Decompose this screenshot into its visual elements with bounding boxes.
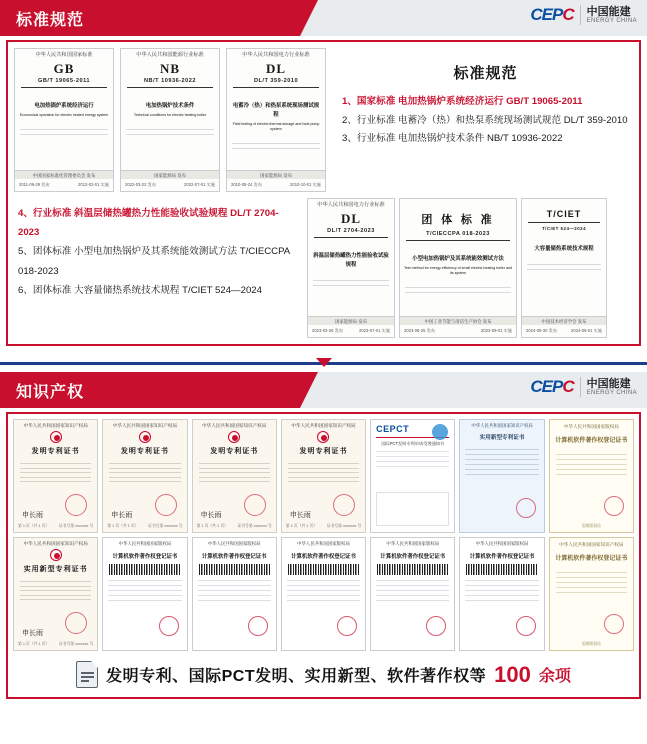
divider [314,237,388,238]
standard-footer-band [522,316,606,325]
section-divider [0,358,647,368]
national-emblem-icon [317,431,329,443]
certificate-number: 证书号第 xxxxxxx 号 [58,642,94,646]
standard-effective-date: 2012-02-01 实施 [78,182,109,187]
certificate-title: 计算机软件著作权登记证书 [112,553,178,560]
standard-footer-band [121,170,219,179]
standard-issue-date: 2011-09-29 发布 [19,182,50,187]
standards-cards-bottom [307,198,633,338]
standard-publisher: 中国技术经济学会 发布 [541,319,587,324]
certificate-title: 计算机软件著作权登记证书 [469,553,535,560]
certificate-issuer: 中华人民共和国国家知识产权局 [471,423,533,428]
divider [21,87,107,88]
red-seal-icon [65,494,87,516]
certificate-page: 第 1 页（共 1 页） [107,524,139,528]
red-seal-icon [426,616,446,636]
red-seal-icon [604,496,624,516]
standard-dates [19,182,109,188]
divider [528,222,600,223]
certificate-title: 计算机软件著作权登记证书 [201,553,267,560]
standard-issue-date: 2010-05-24 发布 [231,182,262,187]
barcode-icon [109,564,180,575]
red-seal-icon [516,498,536,518]
certificate-page: 第 1 页（共 1 页） [285,524,318,528]
standard-issuer: 中华人民共和国国家标准 [35,52,93,58]
ip-summary [13,651,634,692]
text-lines [108,580,181,601]
national-emblem-icon [139,431,151,443]
section-ip-header [0,372,647,408]
standard-issuer: 中华人民共和国能源行业标准 [136,52,204,58]
standard-name: 电加热锅炉技术条件 [145,103,195,110]
text-lines [287,580,360,601]
certificate-title: 实用新型专利证书 [479,434,525,441]
certificate-issuer: 中华人民共和国国家版权局 [386,541,440,546]
standard-badge: 团 体 标 准 [421,214,495,226]
text-lines [313,280,389,286]
certificate-card [459,419,544,533]
text-lines [288,463,359,482]
certificate-title: 发明专利证书 [299,447,348,455]
ip-panel [6,412,641,699]
software-copyright-card [281,537,366,651]
certificate-issuer: 中华人民共和国国家版权局 [563,424,619,429]
text-lines [376,580,449,601]
red-seal-icon [244,494,266,516]
standard-code: T/CIECCPA 018-2023 [426,231,490,237]
standard-code: DL/T 359-2010 [253,78,299,85]
standard-name: 电加热锅炉系统经济运行 [34,103,94,110]
standards-text-block-bottom [14,198,299,338]
certificate-publisher: 国家版权局 [581,524,601,528]
section-standards-title: 标准规范 [16,12,85,29]
divider [127,87,213,88]
logo-company-en: ENERGY CHINA [586,390,637,397]
divider [406,240,510,241]
standard-dates [125,182,215,188]
logo-company-cn: 中国能建 [586,5,631,18]
standards-panel [6,40,641,346]
logo-company-cn: 中国能建 [586,377,631,390]
standard-code: NB/T 10936-2022 [144,78,196,85]
certificate-signature: 申长雨 [289,511,311,519]
standard-item: 5、团体标准 小型电加热锅炉及其系统能效测试方法 T/CIECCPA 018-2023 [18,246,290,277]
certificate-footer [107,524,182,529]
certificate-title: 计算机软件著作权登记证书 [555,437,628,444]
barcode-icon [377,564,448,575]
certificate-footer [18,642,93,647]
certificate-issuer: 中华人民共和国国家版权局 [207,541,261,546]
text-lines [20,581,91,600]
logo-mark-icon: CEPC [530,377,574,396]
certificate-number: 证书号第 xxxxxxx 号 [148,524,183,528]
standard-issuer: 中华人民共和国电力行业标准 [317,202,385,208]
certificate-card [281,419,366,533]
standard-publisher: 国家能源局 发布 [154,173,186,178]
logo-mark-icon: CEPC [530,5,574,24]
standard-name: 大容量储热系统技术规程 [534,246,594,252]
text-lines [465,449,538,475]
red-seal-icon [337,616,357,636]
certificate-title: 计算机软件著作权登记证书 [555,555,628,562]
text-lines [126,129,214,135]
certificate-signature: 申长雨 [22,629,43,637]
certificate-card [192,419,277,533]
standard-footer-band [308,316,394,325]
standards-row-bottom [8,198,639,344]
standard-cover-dl2704 [307,198,395,338]
text-lines [376,451,449,467]
red-seal-icon [516,616,536,636]
certificate-page: 第 1 页（共 1 页） [18,642,50,646]
national-emblem-icon [228,431,240,443]
certificate-issuer: 中华人民共和国国家知识产权局 [559,542,624,547]
certificate-issuer: 中华人民共和国国家版权局 [118,541,172,546]
standard-effective-date: 2023-07-01 实施 [359,328,390,333]
standards-text-block-top [332,48,633,192]
certificate-title: 发明专利证书 [120,447,169,455]
barcode-icon [288,564,359,575]
barcode-icon [466,564,537,575]
standards-body [0,36,647,350]
standard-publisher: 中国工业节能与清洁生产协会 发布 [424,319,492,324]
national-emblem-icon [50,431,62,443]
certificate-issuer: 中华人民共和国国家知识产权局 [23,423,88,428]
certificate-footer [18,524,93,529]
standard-issuer: 中华人民共和国电力行业标准 [242,52,310,58]
company-logo [530,5,637,25]
logo-company-en: ENERGY CHINA [586,18,637,25]
standard-item: 2、行业标准 电蓄冷（热）和热泵系统现场测试规范 DL/T 359-2010 [342,114,628,126]
text-lines [556,454,627,475]
standard-name: 电蓄冷（热）和热泵系统现场测试规程 [232,103,320,118]
standard-item: 4、行业标准 斜温层储热罐热力性能验收试验规程 DL/T 2704-2023 [18,208,279,239]
text-lines [20,463,91,482]
standards-row-top [8,42,639,198]
standard-name-en: Field testing of electric thermal storage and heat pump system [232,121,320,132]
standard-name-en: Economical operation for electric heated energy system [19,112,109,117]
certificate-number: 证书号第 xxxxxxx 号 [58,524,94,528]
standards-list-top [342,93,629,149]
pct-detail-box [376,492,449,526]
standard-issue-date: 2023-03-28 发布 [312,328,343,333]
document-icon [76,661,98,688]
divider-triangle-icon [316,358,332,367]
standard-badge: T/CIET [546,209,582,219]
barcode-icon [199,564,270,575]
ip-body [0,408,647,703]
standard-dates [404,328,512,334]
standard-code: GB/T 19065-2011 [38,78,90,85]
text-lines [20,129,108,135]
standard-effective-date: 2024-06-01 实施 [571,328,602,333]
text-lines [527,264,601,270]
standard-name-en: Technical conditions for electric heating boiler [133,112,207,117]
standard-footer-band [15,170,113,179]
standard-name: 斜温层储热罐热力性能验收试验规程 [313,253,389,268]
section-standards [0,0,647,368]
standard-cover-dl [226,48,326,192]
divider [233,87,319,88]
certificate-signature: 申长雨 [200,511,222,519]
standard-dates [526,328,602,334]
standard-badge: NB [159,61,181,77]
cepct-logo: CEPCT [376,424,410,434]
company-logo [530,377,637,397]
ip-summary-suffix: 余项 [538,668,571,685]
certificate-issuer: 中华人民共和国国家知识产权局 [202,423,267,428]
red-seal-icon [65,612,87,634]
red-seal-icon [248,616,268,636]
standard-badge: DL [340,211,362,227]
certificate-title: 发明专利证书 [210,447,259,455]
standard-cover-ciet [521,198,607,338]
certificate-title: 实用新型专利证书 [23,565,88,573]
standard-code: T/CIET 524—2024 [541,226,587,231]
ip-summary-text: 发明专利、国际PCT发明、实用新型、软件著作权等 [106,668,487,685]
certificate-page: 第 1 页（共 1 页） [196,524,228,528]
red-seal-icon [604,614,624,634]
certificate-issuer: 中华人民共和国国家知识产权局 [23,541,88,546]
standard-code: DL/T 2704-2023 [327,228,375,235]
certificate-publisher: 国家版权局 [581,642,601,646]
section-standards-header [0,0,647,36]
certificate-issuer: 中华人民共和国国家版权局 [297,541,350,546]
logo-divider [580,377,581,397]
certificate-issuer: 中华人民共和国国家知识产权局 [291,423,356,428]
certificate-signature: 申长雨 [22,511,43,519]
text-lines [109,463,180,482]
certificate-card [549,537,634,651]
standard-badge: GB [53,61,75,77]
ip-summary-count: 100 [494,661,531,687]
pct-application-card [370,419,455,533]
logo-divider [580,5,581,25]
standards-heading: 标准规范 [453,65,518,82]
standard-issue-date: 2024-05-30 发布 [526,328,557,333]
certificate-issuer: 中华人民共和国国家知识产权局 [112,423,178,428]
certificate-card [13,537,98,651]
standard-dates [231,182,321,188]
standard-publisher: 国家能源局 发布 [260,173,292,178]
certificate-card [102,419,187,533]
certificate-number: 证书号第 xxxxxxx 号 [237,524,272,528]
certificate-issuer: 中华人民共和国国家版权局 [475,541,529,546]
software-copyright-card [459,537,544,651]
ip-grid-row-2 [13,537,634,651]
text-lines [199,463,270,482]
certificate-number: 证书号第 xxxxxxx 号 [326,524,362,528]
standard-item: 3、行业标准 电加热锅炉技术条件 NB/T 10936-2022 [342,133,563,145]
standard-cover-ciec [399,198,517,338]
red-seal-icon [159,616,179,636]
section-ip [0,372,647,744]
text-lines [465,580,538,601]
standard-effective-date: 2022-07-01 实施 [184,182,215,187]
standard-publisher: 中国国家标准化管理委员会 发布 [32,173,96,178]
standard-name-en: Test method for energy efficiency of small electric heating boiler and its system [404,265,513,276]
standard-publisher: 国家能源局 发布 [335,319,367,324]
certificate-title: 计算机软件著作权登记证书 [380,553,446,560]
software-copyright-card [370,537,455,651]
certificate-footer [286,524,361,529]
text-lines [232,143,320,149]
standard-issue-date: 2022-03-22 发布 [125,182,156,187]
software-copyright-card [102,537,187,651]
certificate-title: 计算机软件著作权登记证书 [291,553,356,560]
ip-grid-row-1 [13,419,634,533]
certificate-card [13,419,98,533]
standard-item: 1、国家标准 电加热锅炉系统经济运行 GB/T 19065-2011 [342,96,583,107]
standard-item: 6、团体标准 大容量储热系统技术规程 T/CIET 524—2024 [18,284,262,296]
standard-cover-nb [120,48,220,192]
national-emblem-icon [50,549,62,561]
certificate-card [549,419,634,533]
red-seal-icon [333,494,355,516]
standard-cover-gb [14,48,114,192]
certificate-footer [197,524,272,529]
standard-badge: DL [265,61,287,77]
red-seal-icon [155,494,177,516]
text-lines [405,287,511,293]
certificate-page: 第 1 页（共 1 页） [18,524,50,528]
standard-footer-band [400,316,516,325]
section-ip-title: 知识产权 [16,384,85,401]
standard-name: 小型电加热锅炉及其系统能效测试方法 [412,256,504,262]
pct-title: 国际PCT发明专利申请受理通知书 [381,441,445,446]
standard-dates [312,328,390,334]
standard-footer-band [227,170,325,179]
standard-effective-date: 2010-10-01 实施 [290,182,321,187]
software-copyright-card [192,537,277,651]
text-lines [556,572,627,593]
certificate-signature: 申长雨 [111,511,133,519]
standard-issue-date: 2023-08-25 发布 [404,328,435,333]
standard-effective-date: 2023-09-01 实施 [481,328,512,333]
certificate-title: 发明专利证书 [31,447,80,455]
text-lines [198,580,271,601]
